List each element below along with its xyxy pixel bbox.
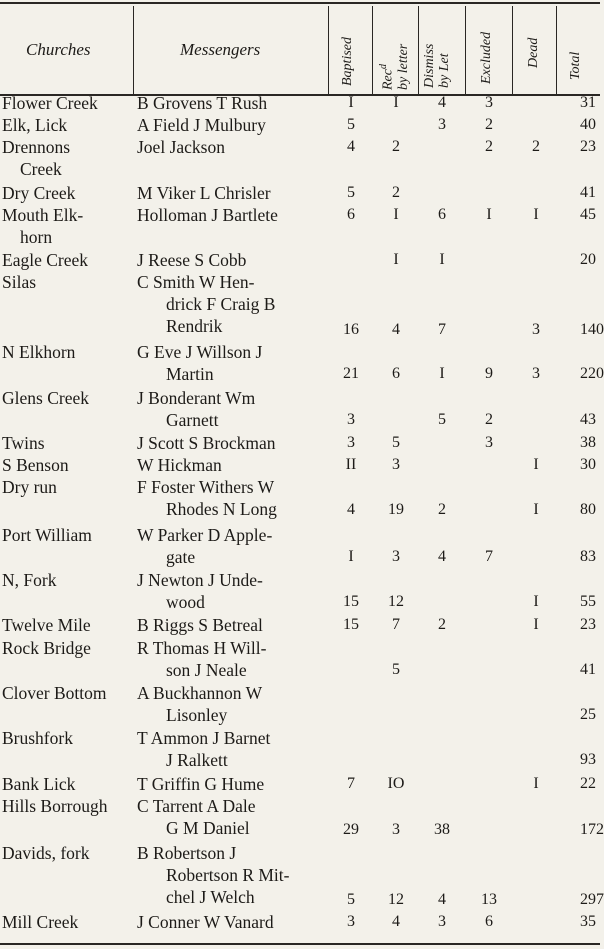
cell-recd: IO — [387, 775, 405, 792]
col-divider — [133, 6, 134, 94]
messenger-names: drick F Craig B — [166, 294, 276, 314]
messenger-names: G M Daniel — [166, 818, 250, 838]
header-churches: Churches — [26, 40, 91, 59]
cell-excluded: 3 — [485, 434, 493, 451]
cell-baptised: 7 — [347, 775, 355, 792]
cell-total: 30 — [580, 456, 596, 473]
messenger-names: wood — [166, 592, 205, 612]
church-name: Creek — [20, 159, 62, 179]
church-name: S Benson — [2, 455, 69, 475]
cell-excluded: 2 — [485, 411, 493, 428]
cell-dismiss: 4 — [438, 94, 446, 111]
col-divider — [372, 6, 373, 94]
messenger-names: M Viker L Chrisler — [137, 183, 271, 203]
cell-baptised: 4 — [347, 138, 355, 155]
cell-dead: I — [533, 456, 539, 473]
cell-dismiss: 2 — [438, 501, 446, 518]
cell-total: 38 — [580, 434, 596, 451]
cell-total: 40 — [580, 116, 596, 133]
church-name: Elk, Lick — [2, 115, 68, 135]
messenger-names: Joel Jackson — [137, 137, 225, 157]
cell-baptised: I — [348, 548, 354, 565]
church-name: Dry run — [2, 477, 57, 497]
cell-total: 55 — [580, 593, 596, 610]
cell-total: 23 — [580, 138, 596, 155]
top-rule — [0, 2, 600, 4]
header-received: Rec$^d$ by letter — [378, 43, 411, 90]
cell-dead: I — [533, 206, 539, 223]
cell-recd: 12 — [388, 593, 404, 610]
messenger-names: A Buckhannon W — [137, 683, 263, 703]
church-name: Dry Creek — [2, 183, 76, 203]
cell-dismiss: 7 — [438, 321, 446, 338]
church-name: Eagle Creek — [2, 250, 88, 270]
cell-total: 35 — [580, 913, 596, 930]
cell-dismiss: 3 — [438, 116, 446, 133]
church-name: Flower Creek — [2, 93, 98, 113]
cell-recd: 2 — [392, 138, 400, 155]
messenger-names: F Foster Withers W — [137, 477, 275, 497]
col-divider — [418, 6, 419, 94]
cell-excluded: 13 — [481, 891, 497, 908]
cell-dismiss: I — [439, 251, 445, 268]
cell-dead: I — [533, 593, 539, 610]
cell-dismiss: 3 — [438, 913, 446, 930]
cell-excluded: 6 — [485, 913, 493, 930]
church-name: Davids, fork — [2, 843, 90, 863]
church-name: N, Fork — [2, 570, 57, 590]
messenger-names: Lisonley — [166, 705, 228, 725]
cell-total: 80 — [580, 501, 596, 518]
messenger-names: J Bonderant Wm — [137, 388, 256, 408]
cell-total: 83 — [580, 548, 596, 565]
cell-dead: I — [533, 775, 539, 792]
messenger-names: Garnett — [166, 410, 219, 430]
messenger-names: J Conner W Vanard — [137, 912, 274, 932]
messenger-names: Robertson R Mit- — [166, 865, 290, 885]
church-name: Twelve Mile — [2, 615, 91, 635]
church-name: Hills Borrough — [2, 796, 108, 816]
messenger-names: W Parker D Apple- — [137, 525, 273, 545]
col-divider — [512, 6, 513, 94]
bottom-rule — [0, 943, 600, 945]
messenger-names: B Riggs S Betreal — [137, 615, 263, 635]
cell-baptised: 21 — [343, 365, 359, 382]
cell-excluded: 2 — [485, 138, 493, 155]
cell-dead: 2 — [532, 138, 540, 155]
cell-total: 20 — [580, 251, 596, 268]
cell-baptised: 15 — [343, 616, 359, 633]
cell-total: 172 — [580, 821, 604, 838]
church-name: Rock Bridge — [2, 638, 91, 658]
cell-baptised: 3 — [347, 434, 355, 451]
messenger-names: W Hickman — [137, 455, 222, 475]
church-name: Mouth Elk- — [2, 205, 84, 225]
cell-total: 93 — [580, 751, 596, 768]
church-name: Bank Lick — [2, 774, 76, 794]
cell-baptised: 3 — [347, 411, 355, 428]
cell-dismiss: 38 — [434, 821, 450, 838]
cell-total: 297 — [580, 891, 604, 908]
cell-total: 31 — [580, 94, 596, 111]
messenger-names: J Ralkett — [166, 750, 228, 770]
cell-recd: 4 — [392, 321, 400, 338]
church-name: Mill Creek — [2, 912, 79, 932]
header-baptised: Baptised — [340, 37, 355, 86]
messenger-names: T Ammon J Barnet — [137, 728, 271, 748]
messenger-names: A Field J Mulbury — [137, 115, 266, 135]
messenger-names: T Griffin G Hume — [137, 774, 265, 794]
col-divider — [465, 6, 466, 94]
cell-baptised: 6 — [347, 206, 355, 223]
cell-total: 23 — [580, 616, 596, 633]
messenger-names: Rhodes N Long — [166, 499, 277, 519]
cell-dismiss: 2 — [438, 616, 446, 633]
cell-baptised: I — [348, 94, 354, 111]
church-name: Drennons — [2, 137, 71, 157]
cell-recd: 2 — [392, 184, 400, 201]
cell-recd: 4 — [392, 913, 400, 930]
cell-baptised: 5 — [347, 184, 355, 201]
cell-dead: 3 — [532, 321, 540, 338]
church-name: Glens Creek — [2, 388, 89, 408]
header-total: Total — [568, 51, 583, 80]
cell-recd: 3 — [392, 456, 400, 473]
messenger-names: J Reese S Cobb — [137, 250, 247, 270]
cell-dead: I — [533, 501, 539, 518]
church-name: horn — [20, 227, 53, 247]
header-messengers: Messengers — [180, 40, 261, 59]
cell-recd: 12 — [388, 891, 404, 908]
cell-recd: 3 — [392, 821, 400, 838]
cell-excluded: 7 — [485, 548, 493, 565]
messenger-names: Martin — [166, 364, 214, 384]
cell-dismiss: 6 — [438, 206, 446, 223]
cell-recd: 3 — [392, 548, 400, 565]
cell-dismiss: 5 — [438, 411, 446, 428]
cell-baptised: 5 — [347, 116, 355, 133]
messenger-names: gate — [166, 547, 196, 567]
cell-dismiss: 4 — [438, 548, 446, 565]
cell-recd: 5 — [392, 434, 400, 451]
church-name: Port William — [2, 525, 92, 545]
messenger-names: chel J Welch — [166, 887, 255, 907]
messenger-names: son J Neale — [166, 660, 247, 680]
messenger-names: C Tarrent A Dale — [137, 796, 256, 816]
church-name: N Elkhorn — [2, 342, 76, 362]
header-dead: Dead — [526, 37, 541, 68]
cell-recd: 5 — [392, 661, 400, 678]
cell-excluded: 9 — [485, 365, 493, 382]
messenger-names: Holloman J Bartlete — [137, 205, 278, 225]
cell-total: 41 — [580, 661, 596, 678]
cell-total: 43 — [580, 411, 596, 428]
cell-baptised: 4 — [347, 501, 355, 518]
church-name: Clover Bottom — [2, 683, 107, 703]
cell-baptised: 5 — [347, 891, 355, 908]
cell-excluded: I — [486, 206, 492, 223]
cell-total: 41 — [580, 184, 596, 201]
cell-total: 220 — [580, 365, 604, 382]
messenger-names: B Robertson J — [137, 843, 237, 863]
church-name: Twins — [2, 433, 45, 453]
cell-dismiss: 4 — [438, 891, 446, 908]
cell-recd: 6 — [392, 365, 400, 382]
cell-recd: I — [393, 251, 399, 268]
cell-baptised: 3 — [347, 913, 355, 930]
cell-baptised: 16 — [343, 321, 359, 338]
cell-dead: 3 — [532, 365, 540, 382]
cell-total: 140 — [580, 321, 604, 338]
messenger-names: B Grovens T Rush — [137, 93, 268, 113]
church-name: Silas — [2, 272, 37, 292]
messenger-names: R Thomas H Will- — [137, 638, 267, 658]
header-dismissed: Dismiss by Let — [422, 43, 452, 88]
church-name: Brushfork — [2, 728, 73, 748]
col-divider — [328, 6, 329, 94]
cell-total: 22 — [580, 775, 596, 792]
cell-recd: 7 — [392, 616, 400, 633]
cell-dismiss: I — [439, 365, 445, 382]
col-divider — [556, 6, 557, 94]
messenger-names: C Smith W Hen- — [137, 272, 255, 292]
cell-recd: 19 — [388, 501, 404, 518]
messenger-names: J Newton J Unde- — [137, 570, 263, 590]
cell-baptised: 15 — [343, 593, 359, 610]
cell-baptised: II — [345, 456, 357, 473]
header-excluded: Excluded — [479, 31, 494, 84]
cell-recd: I — [393, 206, 399, 223]
cell-recd: I — [393, 94, 399, 111]
cell-total: 25 — [580, 706, 596, 723]
cell-baptised: 29 — [343, 821, 359, 838]
cell-excluded: 2 — [485, 116, 493, 133]
messenger-names: Rendrik — [166, 316, 223, 336]
cell-total: 45 — [580, 206, 596, 223]
messenger-names: G Eve J Willson J — [137, 342, 263, 362]
cell-excluded: 3 — [485, 94, 493, 111]
cell-dead: I — [533, 616, 539, 633]
messenger-names: J Scott S Brockman — [137, 433, 276, 453]
